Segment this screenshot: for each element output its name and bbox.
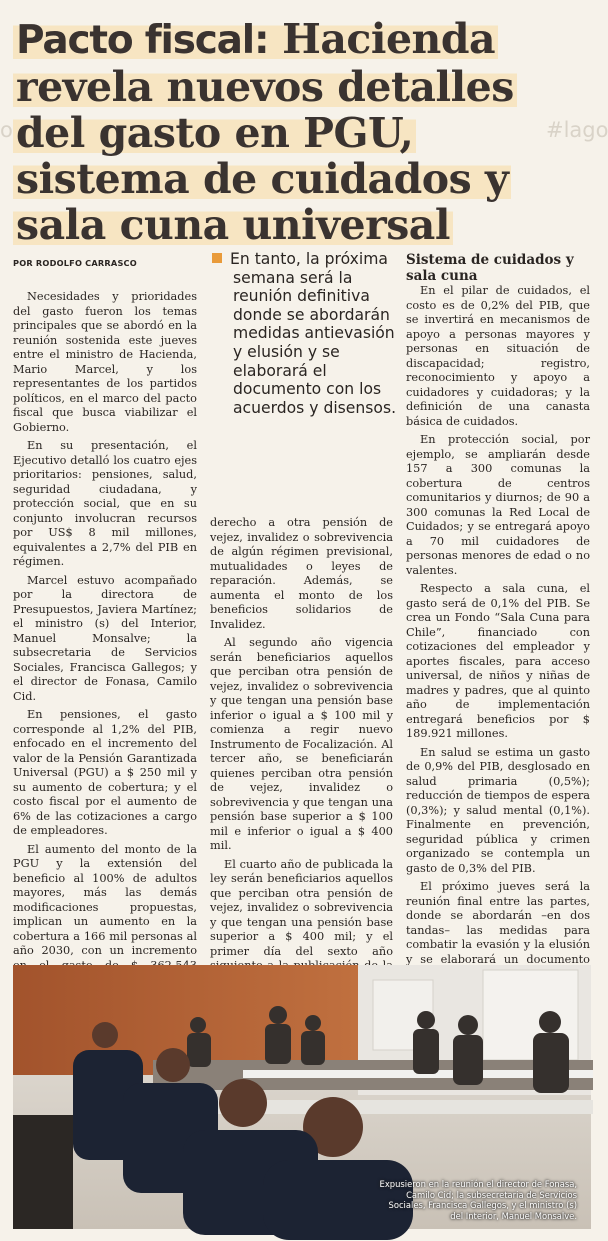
paragraph: En salud se estima un gasto de 0,9% del PIB, desglosado en salud primaria (0,5%); reducción de tiempos de espera (0,3%); y salud mental (0,1%). Finalmente en prevención, seguridad pública y crimen organizado se contempla un gasto de 0,3% del PIB. [406,745,590,875]
paragraph: El cuarto año de publicada la ley serán beneficiarios aquellos que perciban otra pensión de vejez, invalidez o sobrevivencia y que tengan una pensión base superior a $ 400 mil; y el primer día del sexto año [210,857,393,958]
paragraph: Al segundo año vigencia serán beneficiarios aquellos que perciban otra pensión de vejez, invalidez o sobrevivencia y que tengan una pensión base inferior o igual a $ 100 mil y comienza a regir nuevo Instrumento de Focalización. Al tercer año, se beneficiarán quienes perciban otra pensión de vejez, invalidez o sobrevivencia y que tengan una pensión base superior a $ 100 mil e inferior o igual a $ 400 mil. [210,636,393,852]
article-column-1 [13,290,197,1068]
photo-caption: Expusieron en la reunión el director de Fonasa, Camilo Cid; la subsecretaria de Servicios Sociales, Francisca Gallegos, y el ministro (s) del Interior, Manuel Monsalve. [379,1179,577,1221]
byline: POR RODOLFO CARRASCO [13,258,137,268]
paragraph: derecho a otra pensión de vejez, invalidez o sobrevivencia de algún régimen previsional, mutualidades o leyes de reparación. Además, se aumenta el monto de los beneficios solidarios de Invalidez. [210,516,393,631]
paragraph: Marcel estuvo acompañado por la directora de Presupuestos, Javiera Martínez; el ministro (s) del Interior, Manuel Monsalve; la subsecretaria de Servicios Sociales, Francisca Gallegos; y el director de Fonasa, Camilo Cid. [13,573,197,703]
background-tag: #lago [546,118,608,142]
headline-title: Hacienda revela nuevos detalles del gasto en PGU, sistema de cuidados y sala cuna universal [16,15,514,249]
article-column-3 [406,284,590,1000]
article-column-2 [210,516,393,1007]
headline-kicker: Pacto fiscal: [16,18,269,63]
headline [13,16,588,248]
paragraph: En su presentación, el Ejecutivo detalló los cuatro ejes prioritarios: pensiones, salud, seguridad ciudadana, y protección social, que en su conjunto involucran recursos por US$ 8 mil millones, equivalentes a 2,7% del PIB en régimen. [13,439,197,568]
paragraph: Respecto a sala cuna, el gasto será de 0,1% del PIB. Se crea un Fondo “Sala Cuna para Chile”, financiado con cotizaciones del empleador y aportes fiscales, para acceso universal, de niños y niñas de madres y padres, que al quinto año de implementación entregará beneficios por $ 189.921 millones. [406,582,590,740]
section-subhead: Sistema de cuidados y sala cuna [406,252,574,284]
paragraph: El aumento del monto de la PGU y la extensión del beneficio al 100% de adultos mayores, más las demás modificaciones propuestas, implican un aumento en la cobertura a 166 mil personas al año 2030, con un incremento [13,842,197,957]
paragraph: Necesidades y prioridades del gasto fueron los temas principales que se abordó en la reunión sostenida este jueves entre el ministro de Hacienda, Mario Marcel, y los representantes de los partidos políticos, en el marco del pacto fiscal que busca viabilizar el Gobierno. [13,290,197,434]
pull-quote-text: En tanto, la próxima semana será la reunión definitiva donde se abordarán medidas antievasión y elusión y se elaborará el documento con los acuerdos y disensos. [230,250,397,417]
paragraph: En el pilar de cuidados, el costo es de 0,2% del PIB, que se invertirá en mecanismos de apoyo a personas mayores y personas en situación de discapacidad; registro, reconocimiento y apoyo a cuidadores y cuidadoras; y la definición de una canasta básica de cuidados. [406,284,590,428]
paragraph: En pensiones, el gasto corresponde al 1,2% del PIB, enfocado en el incremento del valor de la Pensión Garantizada Universal (PGU) a $ 250 mil y su aumento de cobertura; y el costo fiscal por el aumento de 6% de las cotizaciones a cargo de empleadores. [13,708,197,837]
paragraph: En protección social, por ejemplo, se ampliarán desde 157 a 300 comunas la cobertura de centros comunitarios y diurnos; de 90 a 300 comunas la Red Local de Cuidados; y se entregará apoyo a 70 mil cuidadores de personas menores de edad o no valentes. [406,433,590,577]
paragraph: El próximo jueves será la reunión final entre las partes, donde se abordarán –en dos tandas– las medidas para combatir la evasión y la elusión y se elaborará un documento [406,880,590,966]
orange-square-icon [212,253,222,263]
pull-quote [212,250,397,417]
meeting-photo [13,965,591,1229]
background-tag: o [0,118,13,142]
